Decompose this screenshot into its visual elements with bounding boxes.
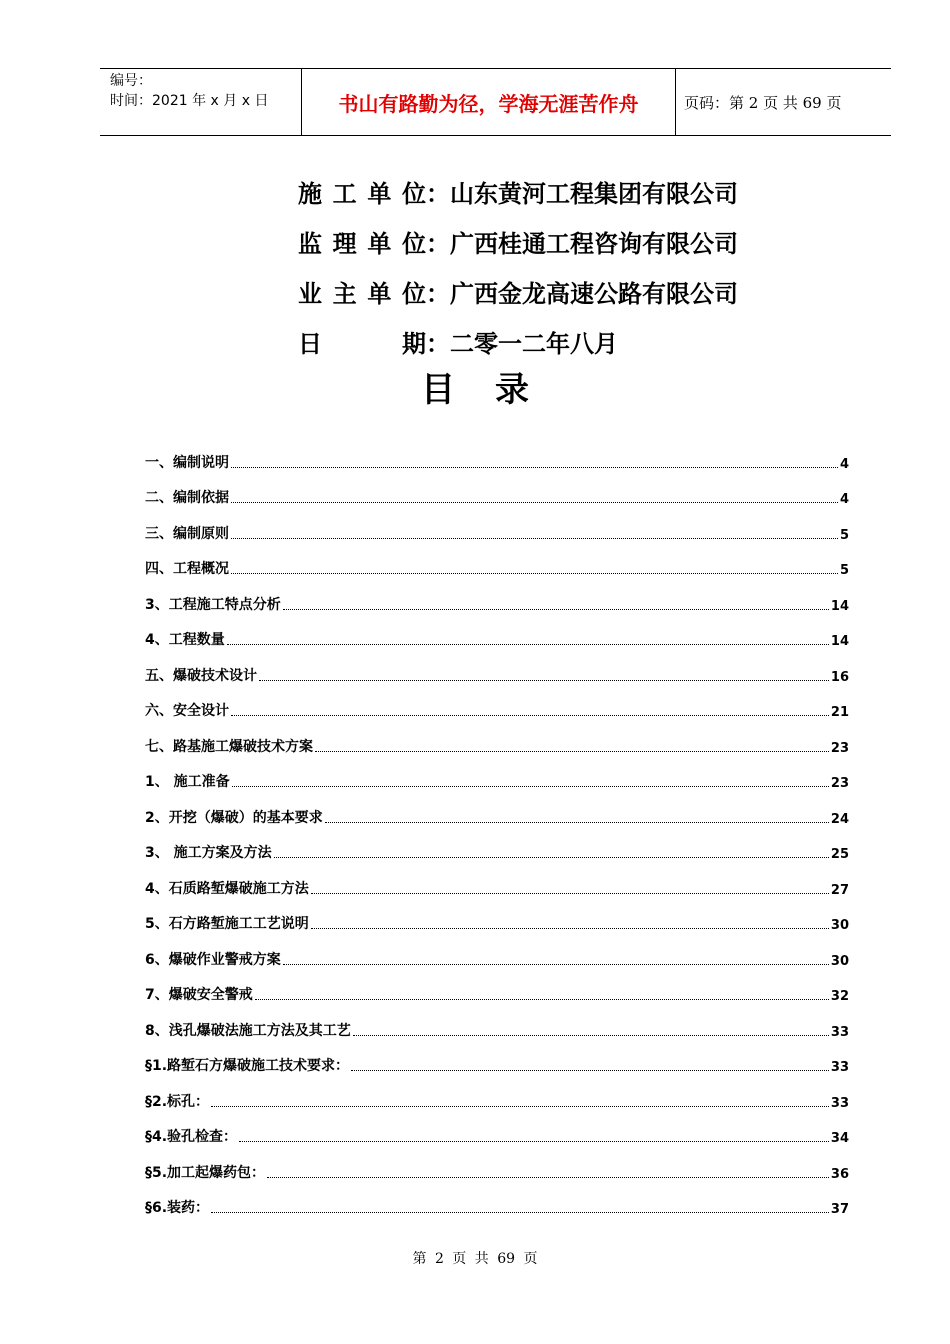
label-char: 日 bbox=[298, 328, 322, 358]
label-char: 监 bbox=[298, 228, 322, 258]
toc-entry-text: 5、石方路堑施工工艺说明 bbox=[145, 916, 309, 932]
toc-entry-text: 五、爆破技术设计 bbox=[145, 667, 257, 684]
toc-leader-dots bbox=[259, 679, 829, 681]
toc-entry[interactable] bbox=[145, 1075, 849, 1111]
toc-entry-text: 一、编制说明 bbox=[145, 454, 229, 471]
toc-entry-page: 4 bbox=[839, 492, 849, 507]
toc-entry[interactable] bbox=[145, 578, 849, 614]
toc-entry-page: 36 bbox=[830, 1166, 849, 1182]
toc-entry[interactable] bbox=[145, 649, 849, 685]
label-char: 位 bbox=[401, 228, 426, 258]
unit-row-owner bbox=[298, 266, 738, 316]
unit-label bbox=[298, 324, 426, 359]
toc-entry-text: 7、爆破安全警戒 bbox=[145, 987, 253, 1003]
toc-entry-page: 4 bbox=[839, 456, 849, 472]
toc-entry[interactable] bbox=[145, 543, 849, 579]
header-slogan: 书山有路勤为径，学海无涯苦作舟 bbox=[302, 69, 676, 135]
unit-row-construction bbox=[298, 166, 738, 216]
toc-leader-dots bbox=[231, 572, 838, 574]
toc-entry-text: §6.装药： bbox=[145, 1200, 210, 1216]
label-char: 业 bbox=[298, 278, 322, 308]
colon: ： bbox=[426, 328, 450, 358]
toc-entry-page: 5 bbox=[839, 527, 849, 543]
toc-leader-dots bbox=[283, 963, 829, 965]
toc-leader-dots bbox=[315, 750, 829, 752]
toc-entry-page: 14 bbox=[830, 634, 849, 649]
number-label: 编号： bbox=[110, 73, 152, 89]
table-of-contents bbox=[145, 436, 849, 1217]
toc-entry[interactable] bbox=[145, 969, 849, 1005]
unit-row-date bbox=[298, 316, 738, 366]
toc-entry-page: 24 bbox=[830, 811, 849, 827]
page-header bbox=[100, 68, 891, 136]
unit-label bbox=[298, 174, 426, 209]
toc-entry-page: 33 bbox=[830, 1024, 849, 1040]
toc-leader-dots bbox=[325, 821, 829, 823]
toc-entry-text: 6、爆破作业警戒方案 bbox=[145, 951, 281, 968]
toc-leader-dots bbox=[311, 892, 829, 894]
label-char: 期 bbox=[402, 328, 426, 358]
toc-entry[interactable] bbox=[145, 862, 849, 898]
toc-leader-dots bbox=[231, 501, 838, 503]
toc-entry-page: 33 bbox=[830, 1095, 849, 1111]
toc-entry[interactable] bbox=[145, 933, 849, 969]
toc-leader-dots bbox=[274, 856, 829, 858]
toc-entry-page: 23 bbox=[830, 740, 849, 756]
toc-entry[interactable] bbox=[145, 1182, 849, 1218]
toc-entry-text: 8、浅孔爆破法施工方法及其工艺 bbox=[145, 1022, 351, 1039]
toc-entry-page: 5 bbox=[839, 563, 849, 578]
toc-leader-dots bbox=[227, 643, 829, 645]
toc-entry-text: 二、编制依据 bbox=[145, 490, 229, 506]
page-footer: 第 2 页 共 69 页 bbox=[412, 1251, 538, 1267]
toc-entry-text: 六、安全设计 bbox=[145, 703, 229, 719]
toc-entry[interactable] bbox=[145, 1146, 849, 1182]
toc-entry-text: §2.标孔： bbox=[145, 1093, 210, 1110]
unit-value: 二零一二年八月 bbox=[450, 328, 618, 358]
toc-entry-text: §1.路堑石方爆破施工技术要求： bbox=[145, 1058, 350, 1074]
toc-leader-dots bbox=[231, 466, 838, 468]
toc-leader-dots bbox=[232, 785, 829, 787]
toc-entry[interactable] bbox=[145, 685, 849, 721]
toc-entry-text: 3、 施工方案及方法 bbox=[145, 845, 272, 861]
toc-leader-dots bbox=[283, 608, 829, 610]
toc-entry[interactable] bbox=[145, 1004, 849, 1040]
toc-entry[interactable] bbox=[145, 507, 849, 543]
toc-entry-text: 七、路基施工爆破技术方案 bbox=[145, 738, 313, 755]
toc-entry-page: 16 bbox=[830, 669, 849, 685]
toc-entry-page: 21 bbox=[830, 705, 849, 720]
unit-label bbox=[298, 274, 426, 309]
toc-entry-page: 30 bbox=[830, 953, 849, 969]
label-char: 施 bbox=[298, 178, 322, 208]
toc-entry-page: 30 bbox=[830, 918, 849, 933]
toc-entry[interactable] bbox=[145, 1040, 849, 1076]
toc-entry-text: 4、工程数量 bbox=[145, 632, 225, 648]
colon: ： bbox=[426, 278, 450, 308]
unit-label bbox=[298, 224, 426, 259]
toc-leader-dots bbox=[239, 1140, 829, 1142]
toc-entry[interactable] bbox=[145, 756, 849, 792]
unit-value: 广西桂通工程咨询有限公司 bbox=[450, 228, 738, 258]
toc-entry-page: 25 bbox=[830, 847, 849, 862]
label-char: 单 bbox=[367, 178, 392, 208]
header-meta bbox=[100, 69, 302, 135]
label-char: 主 bbox=[332, 278, 357, 308]
toc-leader-dots bbox=[231, 537, 838, 539]
toc-entry-page: 37 bbox=[830, 1202, 849, 1217]
toc-leader-dots bbox=[231, 714, 829, 716]
toc-entry-page: 27 bbox=[830, 882, 849, 898]
time-label: 时间：2021 年 x 月 x 日 bbox=[110, 93, 269, 109]
toc-leader-dots bbox=[267, 1176, 829, 1178]
toc-entry-text: 4、石质路堑爆破施工方法 bbox=[145, 880, 309, 897]
header-page-info: 页码：第 2 页 共 69 页 bbox=[684, 93, 842, 112]
toc-entry[interactable] bbox=[145, 720, 849, 756]
toc-entry-page: 32 bbox=[830, 989, 849, 1004]
toc-entry-page: 34 bbox=[830, 1131, 849, 1146]
toc-leader-dots bbox=[353, 1034, 829, 1036]
toc-entry[interactable] bbox=[145, 1111, 849, 1147]
toc-leader-dots bbox=[351, 1069, 829, 1071]
colon: ： bbox=[426, 178, 450, 208]
toc-entry[interactable] bbox=[145, 614, 849, 650]
colon: ： bbox=[426, 228, 450, 258]
toc-entry[interactable] bbox=[145, 436, 849, 472]
label-char: 位 bbox=[401, 178, 426, 208]
toc-entry[interactable] bbox=[145, 898, 849, 934]
toc-entry-page: 33 bbox=[830, 1060, 849, 1075]
unit-value: 广西金龙高速公路有限公司 bbox=[450, 278, 738, 308]
toc-entry[interactable] bbox=[145, 791, 849, 827]
toc-leader-dots bbox=[255, 998, 829, 1000]
toc-entry[interactable] bbox=[145, 827, 849, 863]
label-char: 理 bbox=[332, 228, 357, 258]
toc-entry[interactable] bbox=[145, 472, 849, 508]
label-char: 位 bbox=[401, 278, 426, 308]
unit-row-supervision bbox=[298, 216, 738, 266]
toc-entry-text: 四、工程概况 bbox=[145, 561, 229, 577]
toc-leader-dots bbox=[211, 1105, 829, 1107]
unit-value: 山东黄河工程集团有限公司 bbox=[450, 178, 738, 208]
toc-title: 目录 bbox=[421, 370, 569, 410]
toc-entry-page: 14 bbox=[830, 598, 849, 614]
toc-entry-text: 1、 施工准备 bbox=[145, 774, 230, 790]
label-char: 工 bbox=[332, 178, 357, 208]
toc-leader-dots bbox=[211, 1211, 829, 1213]
toc-entry-text: §4.验孔检查： bbox=[145, 1129, 238, 1145]
unit-list bbox=[298, 166, 738, 366]
toc-entry-text: 2、开挖（爆破）的基本要求 bbox=[145, 809, 323, 826]
label-char: 单 bbox=[367, 278, 392, 308]
label-char: 单 bbox=[367, 228, 392, 258]
toc-entry-text: 3、工程施工特点分析 bbox=[145, 596, 281, 613]
toc-entry-text: 三、编制原则 bbox=[145, 525, 229, 542]
toc-entry-text: §5.加工起爆药包： bbox=[145, 1164, 266, 1181]
toc-entry-page: 23 bbox=[830, 776, 849, 791]
toc-leader-dots bbox=[311, 927, 829, 929]
